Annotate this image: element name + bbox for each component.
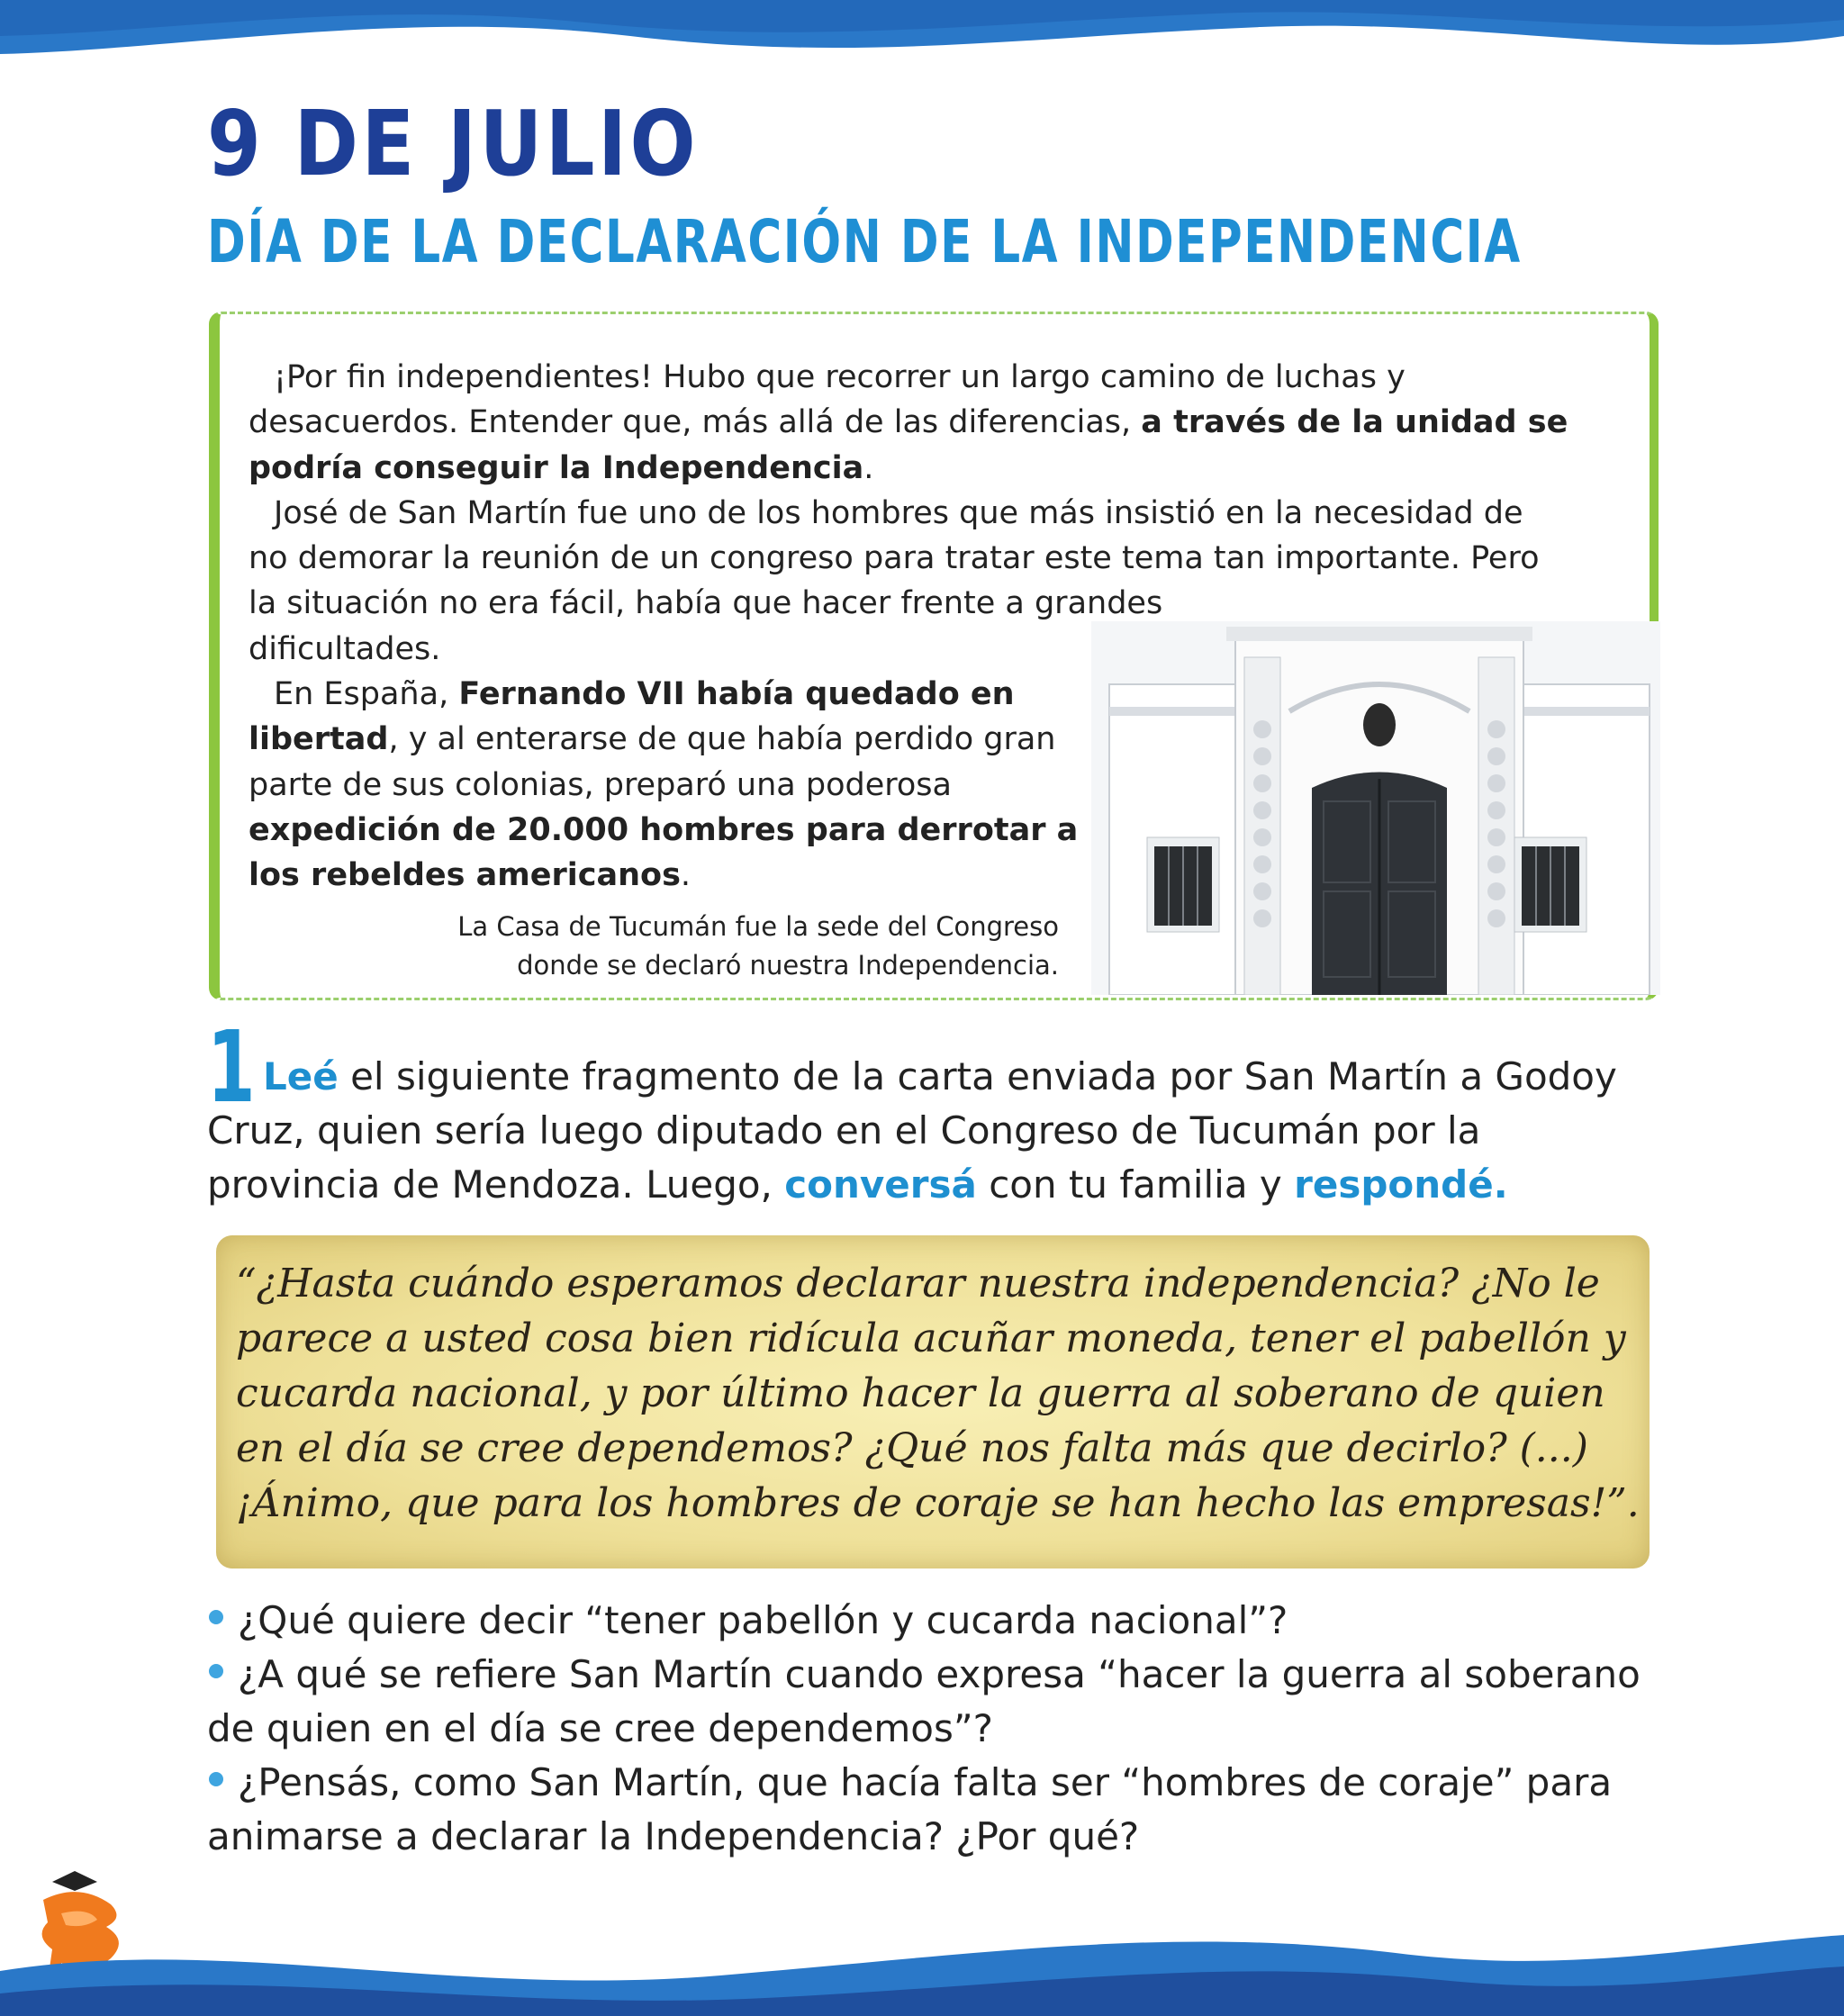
question-item	[207, 1756, 1648, 1864]
activity-instructions	[207, 1050, 1639, 1212]
question-item	[207, 1594, 1648, 1648]
p1-text: ¡Por fin independientes! Hubo que recorrer un largo camino de luchas y desacuerdos. Entender que, más allá de las diferencias,	[249, 359, 1406, 441]
question-text: ¿A qué se refiere San Martín cuando expresa “hacer la guerra al soberano de quien en el día se cree dependemos”?	[207, 1652, 1641, 1750]
verb-lee: Leé	[263, 1054, 339, 1098]
p3-end: .	[680, 857, 692, 894]
p3-text-a: En España,	[274, 676, 459, 713]
p2-line-4: dificultades.	[249, 630, 441, 667]
p3-bold-b: libertad	[249, 721, 389, 758]
verb-conversa: conversá	[784, 1162, 977, 1207]
top-wave-decoration	[0, 0, 1844, 72]
p2-line-2: no demorar la reunión de un congreso para tratar este tema tan importante. Pero	[249, 540, 1540, 577]
activity-number: 1	[207, 1009, 256, 1125]
p3-bold-d: los rebeldes americanos	[249, 857, 681, 894]
p2-line-1: José de San Martín fue uno de los hombres que más insistió en la necesidad de	[274, 494, 1523, 531]
questions-list	[207, 1594, 1648, 1864]
question-text: ¿Qué quiere decir “tener pabellón y cucarda nacional”?	[238, 1598, 1288, 1642]
caption-line-2: donde se declaró nuestra Independencia.	[517, 950, 1059, 981]
letter-quote: “¿Hasta cuándo esperamos declarar nuestra independencia? ¿No le parece a usted cosa bien ridícula acuñar moneda, tener el pabellón y cucarda nacional, y por último hacer la guerra al soberano de quien en el día se cree dependemos? ¿Qué nos falta más que decirlo? (...) ¡Ánimo, que para los hombres de coraje se han hecho las empresas!”.	[236, 1261, 1640, 1526]
p1-bold: a través de la unidad se podría conseguir la Independencia	[249, 404, 1568, 486]
paragraph-1	[249, 355, 1617, 491]
p1-end: .	[863, 449, 874, 486]
p2-line-3: la situación no era fácil, había que hacer frente a grandes	[249, 585, 1163, 622]
p3-bold-c: expedición de 20.000 hombres para derrotar a	[249, 811, 1079, 848]
p3-bold-a: Fernando VII había quedado en	[458, 676, 1015, 713]
bottom-wave-decoration	[0, 1917, 1844, 2016]
question-text: ¿Pensás, como San Martín, que hacía falta ser “hombres de coraje” para animarse a declarar la Independencia? ¿Por qué?	[207, 1760, 1613, 1858]
caption-line-1: La Casa de Tucumán fue la sede del Congreso	[457, 911, 1059, 942]
bullet-dot-icon	[209, 1664, 223, 1678]
photo-caption	[378, 908, 1059, 985]
p3-text-b: , y al enterarse de que había perdido gran	[388, 721, 1056, 758]
casa-de-tucuman-photo	[1091, 621, 1660, 995]
page-title: 9 DE JULIO	[207, 91, 699, 196]
activity-text-2: con tu familia y	[976, 1162, 1295, 1207]
bullet-dot-icon	[209, 1610, 223, 1624]
page-subtitle: DÍA DE LA DECLARACIÓN DE LA INDEPENDENCIA	[207, 207, 1522, 276]
activity-text-1: el siguiente fragmento de la carta enviada por San Martín a Godoy Cruz, quien sería luego diputado en el Congreso de Tucumán por la provincia de Mendoza. Luego,	[207, 1054, 1617, 1207]
verb-responde: respondé.	[1294, 1162, 1508, 1207]
bullet-dot-icon	[209, 1772, 223, 1786]
question-item	[207, 1648, 1648, 1756]
p3-line-3: parte de sus colonias, preparó una poderosa	[249, 766, 952, 803]
